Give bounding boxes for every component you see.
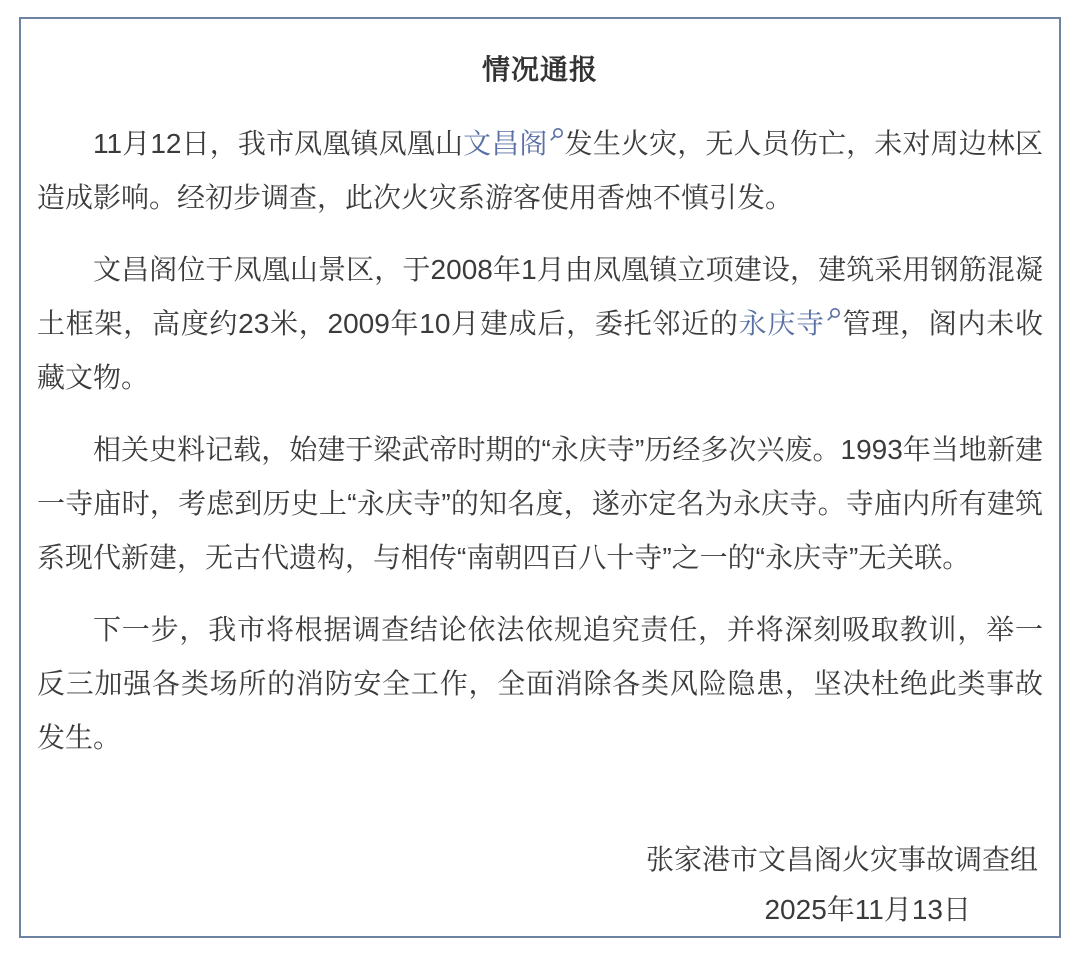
paragraph-building [37,243,1043,405]
link-wenchang-pavilion[interactable]: 文昌阁 [463,128,548,159]
paragraph-incident [37,117,1043,225]
notice-title: 情况通报 [481,54,598,85]
paragraph-next-steps: 下一步，我市将根据调查结论依法依规追究责任，并将深刻吸取教训，举一反三加强各类场所的消防安全工作，全面消除各类风险隐患，坚决杜绝此类事故发生。 [37,614,1043,753]
search-icon[interactable] [826,307,841,322]
signature-block [37,835,1043,935]
signature-date: 2025年11月13日 [764,894,971,925]
search-icon[interactable] [549,127,564,142]
paragraph-text: 11月12日，我市凤凰镇凤凰山 [93,128,464,159]
paragraph-text: 发生火灾，无人员伤亡，未对周边林区造成影响。经初步调查，此次火灾系游客使用香烛不慎引发。 [37,128,1043,213]
notice-document [19,17,1061,938]
paragraph-history: 相关史料记载，始建于梁武帝时期的“永庆寺”历经多次兴废。1993年当地新建一寺庙时，考虑到历史上“永庆寺”的知名度，遂亦定名为永庆寺。寺庙内所有建筑系现代新建，无古代遗构，与相传“南朝四百八十寺”之一的“永庆寺”无关联。 [37,434,1043,573]
signature-organization: 张家港市文昌阁火灾事故调查组 [645,844,1038,875]
link-yongqing-temple[interactable]: 永庆寺 [738,308,825,339]
paragraph-text: 文昌阁位于凤凰山景区，于2008年1月由凤凰镇立项建设，建筑采用钢筋混凝土框架，高度约23米，2009年10月建成后，委托邻近的 [37,254,1043,339]
paragraph-text: 管理，阁内未收藏文物。 [37,308,1043,393]
